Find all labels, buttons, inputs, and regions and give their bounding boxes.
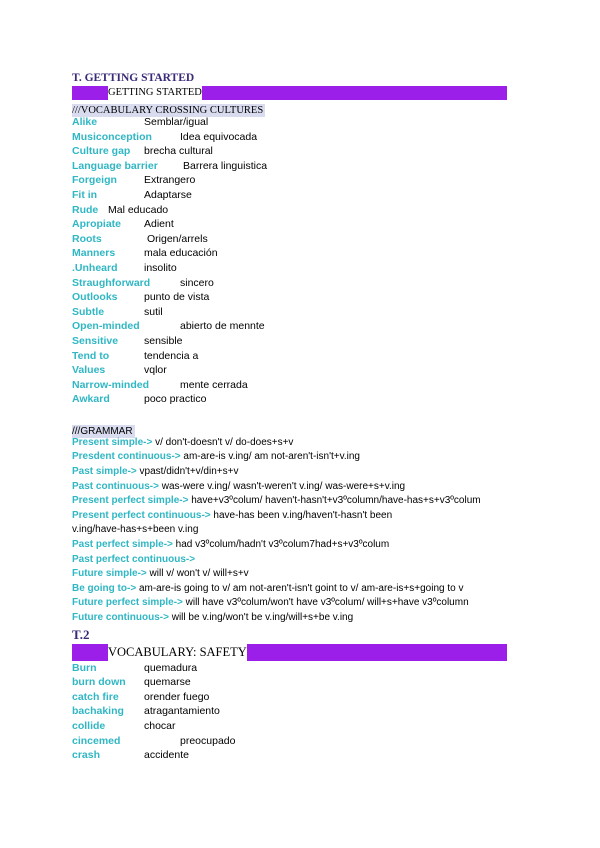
list-item: v.ing/have-has+s+been v.ing — [72, 524, 199, 536]
list-item: Language barrier Barrera linguistica — [72, 159, 268, 172]
vocabulary-list-2 — [72, 661, 512, 763]
subheading-grammar: ///GRAMMAR — [72, 425, 133, 437]
list-item: Apropiate Adient — [72, 218, 174, 231]
bar-label: GETTING STARTED — [108, 87, 202, 98]
list-item: Future simple-> will v/ won't v/ will+s+v — [72, 568, 249, 580]
list-item: burn down quemarse — [72, 676, 191, 689]
list-item: Open-minded abierto de mennte — [72, 320, 265, 333]
list-item: Tend to tendencia a — [72, 349, 199, 362]
list-item: Sensitive sensible — [72, 334, 183, 347]
bar-label: VOCABULARY: SAFETY — [108, 644, 247, 659]
list-item: Future continuous-> will be v.ing/won't be v.ing/will+s+be v.ing — [72, 612, 354, 623]
grammar-list — [72, 436, 512, 626]
document-page — [72, 70, 512, 763]
list-item: Outlooks punto de vista — [72, 291, 210, 304]
list-item: Present perfect simple-> have+v3ºcolum/ haven't-hasn't+v3ºcolumn/have-has+s+v3ºcolum — [72, 495, 481, 507]
section-title-getting-started: T. GETTING STARTED — [72, 72, 195, 84]
list-item: Present simple-> v/ don't-doesn't v/ do-does+s+v — [72, 436, 294, 448]
list-item: Presdent continuous-> am-are-is v.ing/ am not-aren't-isn't+v.ing — [72, 451, 360, 463]
highlight-bar-getting-started — [72, 86, 507, 100]
list-item: cincemed preocupado — [72, 734, 236, 747]
highlight-bar-safety — [72, 644, 507, 661]
list-item: Awkard poco practico — [72, 393, 207, 406]
list-item: Musiconception Idea equivocada — [72, 130, 258, 143]
list-item: bachaking atragantamiento — [72, 705, 220, 718]
list-item: Past perfect continuous-> — [72, 553, 196, 565]
list-item: Subtle sutil — [72, 305, 163, 318]
list-item: Manners mala educación — [72, 247, 218, 260]
subheading-vocabulary: ///VOCABULARY CROSSING CULTURES — [72, 105, 264, 116]
list-item: Burn quemadura — [72, 661, 198, 674]
list-item: .Unheard insolito — [72, 261, 177, 274]
list-item: catch fire orender fuego — [72, 690, 210, 703]
list-item: crash accidente — [72, 749, 189, 762]
list-item: Narrow-minded mente cerrada — [72, 378, 248, 391]
list-item: Future perfect simple-> will have v3ºcolum/won't have v3ºcolum/ will+s+have v3ºcolumn — [72, 597, 469, 609]
section-title-t2: T.2 — [72, 626, 90, 642]
list-item: Alike Semblar/igual — [72, 116, 209, 128]
list-item: Rude Mal educado — [72, 203, 169, 216]
list-item: Forgeign Extrangero — [72, 174, 196, 187]
list-item: Values vqlor — [72, 364, 167, 377]
vocabulary-list-1 — [72, 115, 512, 407]
list-item: Past simple-> vpast/didn't+v/din+s+v — [72, 466, 239, 478]
list-item: Past continuous-> was-were v.ing/ wasn't-weren't v.ing/ was-were+s+v.ing — [72, 480, 406, 492]
list-item: Be going to-> am-are-is going to v/ am not-aren't-isn't goint to v/ am-are-is+s+going to v — [72, 582, 464, 594]
list-item: Straughforward sincero — [72, 276, 214, 289]
list-item: Fit in Adaptarse — [72, 188, 192, 201]
list-item: collide chocar — [72, 719, 176, 732]
list-item: Past perfect simple-> had v3ºcolum/hadn't v3ºcolum7had+s+v3ºcolum — [72, 539, 390, 551]
list-item: Culture gap brecha cultural — [72, 145, 213, 158]
list-item: Present perfect continuous-> have-has been v.ing/haven't-hasn't been — [72, 509, 393, 521]
list-item: Roots Origen/arrels — [72, 232, 208, 245]
